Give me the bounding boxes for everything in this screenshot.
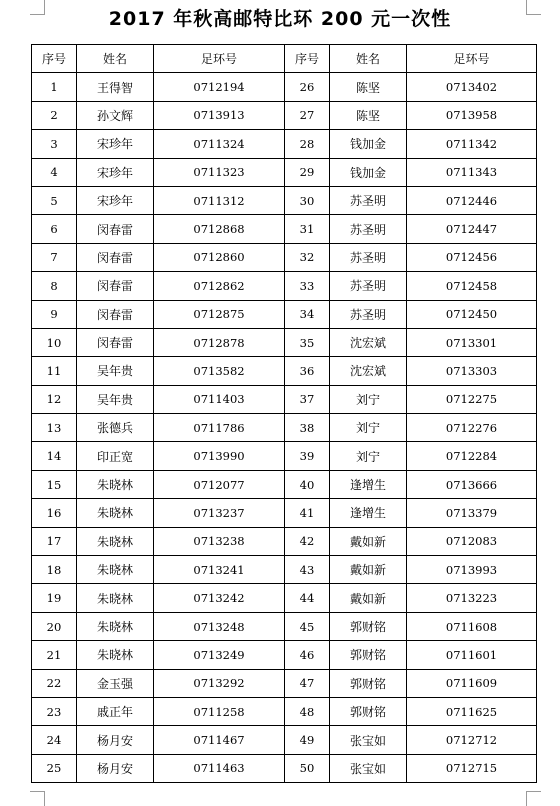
ring-number-cell: 0713301: [407, 328, 537, 356]
ring-number-cell: 0711312: [154, 186, 285, 214]
holder-name-cell: 宋珍年: [77, 186, 154, 214]
table-row: [32, 272, 537, 300]
holder-name-cell: 逢增生: [330, 499, 407, 527]
holder-name-cell: 朱晓林: [77, 641, 154, 669]
ring-number-cell: 0712875: [154, 300, 285, 328]
holder-name-cell: 戴如新: [330, 527, 407, 555]
row-index-cell: 24: [32, 726, 77, 754]
row-index-cell: 49: [285, 726, 330, 754]
row-index-cell: 2: [32, 101, 77, 129]
table-row: [32, 130, 537, 158]
page-title: 2017 年秋高邮特比环 200 元一次性: [108, 8, 452, 30]
row-index-cell: 11: [32, 357, 77, 385]
table-row: [32, 697, 537, 725]
row-index-cell: 3: [32, 130, 77, 158]
row-index-cell: 35: [285, 328, 330, 356]
row-index-cell: 4: [32, 158, 77, 186]
row-index-cell: 7: [32, 243, 77, 271]
ring-number-cell: 0712862: [154, 272, 285, 300]
holder-name-cell: 朱晓林: [77, 527, 154, 555]
holder-name-cell: 刘宁: [330, 385, 407, 413]
row-index-cell: 33: [285, 272, 330, 300]
row-index-cell: 37: [285, 385, 330, 413]
row-index-cell: 1: [32, 73, 77, 101]
holder-name-cell: 钱加金: [330, 130, 407, 158]
holder-name-cell: 朱晓林: [77, 556, 154, 584]
holder-name-cell: 刘宁: [330, 442, 407, 470]
holder-name-cell: 戴如新: [330, 584, 407, 612]
ring-number-cell: 0713990: [154, 442, 285, 470]
table-row: [32, 612, 537, 640]
holder-name-cell: 张宝如: [330, 754, 407, 782]
holder-name-cell: 闵春雷: [77, 243, 154, 271]
row-index-cell: 27: [285, 101, 330, 129]
row-index-cell: 28: [285, 130, 330, 158]
holder-name-cell: 郭财铭: [330, 669, 407, 697]
row-index-cell: 36: [285, 357, 330, 385]
row-index-cell: 20: [32, 612, 77, 640]
row-index-cell: 21: [32, 641, 77, 669]
holder-name-cell: 闵春雷: [77, 300, 154, 328]
row-index-cell: 6: [32, 215, 77, 243]
row-index-cell: 18: [32, 556, 77, 584]
ring-number-cell: 0713248: [154, 612, 285, 640]
row-index-cell: 14: [32, 442, 77, 470]
row-index-cell: 26: [285, 73, 330, 101]
row-index-cell: 31: [285, 215, 330, 243]
holder-name-cell: 苏圣明: [330, 215, 407, 243]
ring-number-cell: 0713242: [154, 584, 285, 612]
table-row: [32, 669, 537, 697]
ring-number-cell: 0712450: [407, 300, 537, 328]
ring-number-cell: 0711625: [407, 697, 537, 725]
ring-number-cell: 0712446: [407, 186, 537, 214]
row-index-cell: 23: [32, 697, 77, 725]
ring-number-cell: 0712447: [407, 215, 537, 243]
row-index-cell: 30: [285, 186, 330, 214]
table-row: [32, 442, 537, 470]
holder-name-cell: 张宝如: [330, 726, 407, 754]
ring-number-cell: 0711786: [154, 414, 285, 442]
table-row: [32, 357, 537, 385]
ring-number-cell: 0712276: [407, 414, 537, 442]
holder-name-cell: 苏圣明: [330, 186, 407, 214]
ring-number-cell: 0712083: [407, 527, 537, 555]
holder-name-cell: 郭财铭: [330, 697, 407, 725]
holder-name-cell: 闵春雷: [77, 272, 154, 300]
ring-number-cell: 0711403: [154, 385, 285, 413]
ring-number-cell: 0712715: [407, 754, 537, 782]
holder-name-cell: 宋珍年: [77, 130, 154, 158]
row-index-cell: 10: [32, 328, 77, 356]
header-index: 序号: [32, 45, 77, 73]
row-index-cell: 44: [285, 584, 330, 612]
header-ring-number: 足环号: [407, 45, 537, 73]
ring-number-cell: 0712275: [407, 385, 537, 413]
row-index-cell: 39: [285, 442, 330, 470]
holder-name-cell: 杨月安: [77, 726, 154, 754]
ring-number-cell: 0712860: [154, 243, 285, 271]
ring-number-cell: 0712456: [407, 243, 537, 271]
table-row: [32, 385, 537, 413]
table-row: [32, 243, 537, 271]
row-index-cell: 38: [285, 414, 330, 442]
holder-name-cell: 沈宏斌: [330, 328, 407, 356]
ring-number-cell: 0712284: [407, 442, 537, 470]
holder-name-cell: 苏圣明: [330, 272, 407, 300]
row-index-cell: 41: [285, 499, 330, 527]
ring-number-cell: 0713241: [154, 556, 285, 584]
ring-number-cell: 0711323: [154, 158, 285, 186]
row-index-cell: 13: [32, 414, 77, 442]
page-corner-mark: [30, 791, 45, 806]
row-index-cell: 43: [285, 556, 330, 584]
holder-name-cell: 印正宽: [77, 442, 154, 470]
table-row: [32, 73, 537, 101]
row-index-cell: 15: [32, 470, 77, 498]
holder-name-cell: 朱晓林: [77, 612, 154, 640]
row-index-cell: 40: [285, 470, 330, 498]
ring-number-cell: 0713249: [154, 641, 285, 669]
table-row: [32, 499, 537, 527]
holder-name-cell: 朱晓林: [77, 499, 154, 527]
row-index-cell: 29: [285, 158, 330, 186]
holder-name-cell: 金玉强: [77, 669, 154, 697]
holder-name-cell: 宋珍年: [77, 158, 154, 186]
row-index-cell: 9: [32, 300, 77, 328]
ring-number-cell: 0713303: [407, 357, 537, 385]
row-index-cell: 46: [285, 641, 330, 669]
row-index-cell: 34: [285, 300, 330, 328]
row-index-cell: 8: [32, 272, 77, 300]
ring-number-cell: 0712194: [154, 73, 285, 101]
holder-name-cell: 沈宏斌: [330, 357, 407, 385]
holder-name-cell: 闵春雷: [77, 328, 154, 356]
ring-number-cell: 0713238: [154, 527, 285, 555]
row-index-cell: 5: [32, 186, 77, 214]
table-row: [32, 101, 537, 129]
ring-number-cell: 0713993: [407, 556, 537, 584]
holder-name-cell: 苏圣明: [330, 243, 407, 271]
table-header-row: [32, 45, 537, 73]
table-row: [32, 414, 537, 442]
row-index-cell: 25: [32, 754, 77, 782]
table-row: [32, 556, 537, 584]
row-index-cell: 16: [32, 499, 77, 527]
holder-name-cell: 郭财铭: [330, 612, 407, 640]
holder-name-cell: 孙文辉: [77, 101, 154, 129]
table-row: [32, 641, 537, 669]
table-row: [32, 470, 537, 498]
ring-number-cell: 0713237: [154, 499, 285, 527]
ring-number-cell: 0712077: [154, 470, 285, 498]
ring-number-table: [31, 44, 537, 783]
header-ring-number: 足环号: [154, 45, 285, 73]
ring-number-cell: 0713402: [407, 73, 537, 101]
table-row: [32, 527, 537, 555]
ring-number-cell: 0711258: [154, 697, 285, 725]
row-index-cell: 47: [285, 669, 330, 697]
table-body: [32, 73, 537, 783]
holder-name-cell: 郭财铭: [330, 641, 407, 669]
ring-number-cell: 0711467: [154, 726, 285, 754]
ring-number-cell: 0711324: [154, 130, 285, 158]
row-index-cell: 48: [285, 697, 330, 725]
ring-number-cell: 0711609: [407, 669, 537, 697]
holder-name-cell: 杨月安: [77, 754, 154, 782]
holder-name-cell: 张德兵: [77, 414, 154, 442]
table-row: [32, 300, 537, 328]
table-row: [32, 186, 537, 214]
ring-number-cell: 0713913: [154, 101, 285, 129]
ring-number-cell: 0711342: [407, 130, 537, 158]
holder-name-cell: 朱晓林: [77, 584, 154, 612]
row-index-cell: 42: [285, 527, 330, 555]
holder-name-cell: 吴年贵: [77, 357, 154, 385]
row-index-cell: 32: [285, 243, 330, 271]
holder-name-cell: 吴年贵: [77, 385, 154, 413]
table-row: [32, 726, 537, 754]
ring-number-cell: 0711343: [407, 158, 537, 186]
ring-number-cell: 0713666: [407, 470, 537, 498]
ring-number-cell: 0713582: [154, 357, 285, 385]
ring-number-cell: 0712458: [407, 272, 537, 300]
header-index: 序号: [285, 45, 330, 73]
ring-number-cell: 0711601: [407, 641, 537, 669]
table-row: [32, 754, 537, 782]
holder-name-cell: 钱加金: [330, 158, 407, 186]
holder-name-cell: 苏圣明: [330, 300, 407, 328]
row-index-cell: 17: [32, 527, 77, 555]
holder-name-cell: 陈坚: [330, 73, 407, 101]
holder-name-cell: 刘宁: [330, 414, 407, 442]
ring-number-cell: 0712712: [407, 726, 537, 754]
row-index-cell: 45: [285, 612, 330, 640]
holder-name-cell: 陈坚: [330, 101, 407, 129]
row-index-cell: 12: [32, 385, 77, 413]
holder-name-cell: 逢增生: [330, 470, 407, 498]
row-index-cell: 22: [32, 669, 77, 697]
holder-name-cell: 王得智: [77, 73, 154, 101]
ring-number-cell: 0713958: [407, 101, 537, 129]
header-name: 姓名: [77, 45, 154, 73]
header-name: 姓名: [330, 45, 407, 73]
table-row: [32, 328, 537, 356]
holder-name-cell: 戴如新: [330, 556, 407, 584]
row-index-cell: 19: [32, 584, 77, 612]
holder-name-cell: 戚正年: [77, 697, 154, 725]
ring-number-cell: 0712868: [154, 215, 285, 243]
page-corner-mark: [526, 791, 541, 806]
ring-number-cell: 0713223: [407, 584, 537, 612]
table-row: [32, 158, 537, 186]
ring-number-cell: 0712878: [154, 328, 285, 356]
holder-name-cell: 朱晓林: [77, 470, 154, 498]
table-row: [32, 584, 537, 612]
ring-number-cell: 0713292: [154, 669, 285, 697]
ring-number-cell: 0711608: [407, 612, 537, 640]
ring-number-cell: 0713379: [407, 499, 537, 527]
holder-name-cell: 闵春雷: [77, 215, 154, 243]
row-index-cell: 50: [285, 754, 330, 782]
table-row: [32, 215, 537, 243]
ring-number-cell: 0711463: [154, 754, 285, 782]
